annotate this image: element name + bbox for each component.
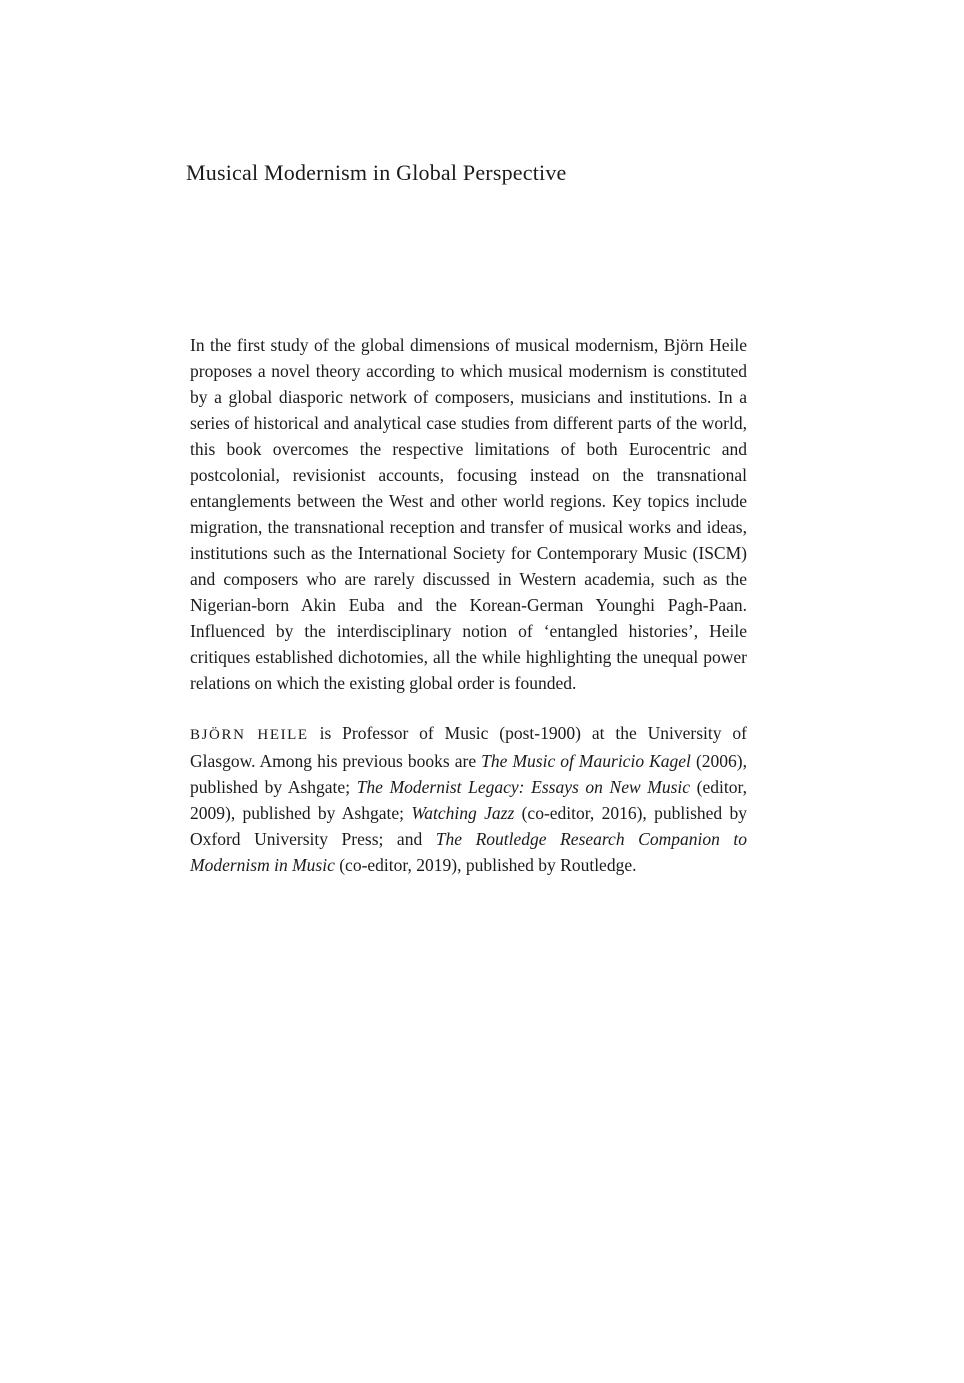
text-block (190, 332, 747, 878)
author-bio (190, 720, 747, 878)
book-title-mauricio-kagel: The Music of Mauricio Kagel (481, 751, 691, 771)
page-title: Musical Modernism in Global Perspective (186, 160, 567, 185)
book-description: In the first study of the global dimensions of musical modernism, Björn Heile proposes a novel theory according to which musical modernism is constituted by a global diasporic network of composers, musicians and institutions. In a series of historical and analytical case studies from different parts of the world, this book overcomes the respective limitations of both Eurocentric and postcolonial, revisionist accounts, focusing instead on the transnational entanglements between the West and other world regions. Key topics include migration, the transnational reception and transfer of musical works and ideas, institutions such as the International Society for Contemporary Music (ISCM) and composers who are rarely discussed in Western academia, such as the Nigerian-born Akin Euba and the Korean-German Younghi Pagh-Paan. Influenced by the interdisciplinary notion of ‘entangled histories’, Heile critiques established dichotomies, all the while highlighting the unequal power relations on which the existing global order is founded. (190, 335, 747, 693)
author-name: BJÖRN HEILE (190, 727, 309, 743)
bio-text-segment: (co-editor, 2019), published by Routledge. (334, 855, 637, 875)
bio-text-segment: (2006), published by Ashgate; (190, 751, 748, 797)
book-title-watching-jazz: Watching Jazz (411, 803, 515, 823)
bio-text-segment: (editor, 2009), published by Ashgate; (190, 777, 747, 823)
book-title-modernist-legacy: The Modernist Legacy: Essays on New Music (356, 777, 691, 797)
book-title-routledge-companion: The Routledge Research Companion to Modernism in Music (190, 829, 747, 875)
bio-text-segment: (co-editor, 2016), published by Oxford University Press; and (190, 803, 748, 849)
bio-text-segment: is Professor of Music (post-1900) at the University of Glasgow. Among his previous books are (190, 723, 747, 771)
